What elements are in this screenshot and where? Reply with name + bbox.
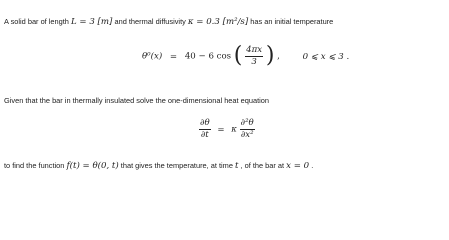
cos-argument-numerator: 4πx — [246, 44, 263, 55]
space-derivative-denominator: ∂x² — [240, 130, 254, 140]
outro-paragraph — [4, 161, 313, 171]
kappa-symbol: κ — [231, 124, 237, 135]
initial-condition-equals: = — [169, 51, 178, 62]
cos-argument-denominator: 3 — [251, 56, 257, 67]
mid-paragraph: Given that the bar in thermally insulated solve the one-dimensional heat equation — [4, 96, 269, 105]
length-expression: L = 3 [m] — [70, 17, 113, 27]
space-derivative-numerator: ∂²θ — [240, 118, 254, 128]
outro-text-prefix: to find the function — [4, 161, 67, 170]
time-variable: t — [235, 161, 239, 171]
intro-paragraph — [4, 17, 333, 27]
domain-expression: 0 ⩽ x ⩽ 3 . — [302, 51, 350, 62]
heat-equation-equals: = — [217, 124, 225, 135]
time-derivative-numerator: ∂θ — [200, 118, 210, 128]
initial-condition-comma: , — [277, 51, 280, 62]
space-derivative-fraction — [240, 118, 255, 141]
paren-close: ) — [265, 43, 275, 68]
intro-text-prefix: A solid bar of length — [4, 17, 71, 26]
time-derivative-denominator: ∂t — [200, 130, 209, 140]
initial-condition-rhs: 40 − 6 cos — [184, 51, 232, 62]
outro-text-middle: that gives the temperature, at time — [120, 161, 235, 170]
intro-text-suffix: has an initial temperature — [250, 17, 334, 26]
initial-condition-equation — [142, 44, 349, 68]
diffusivity-expression: κ = 0.3 [m²/s] — [187, 17, 249, 27]
time-derivative-fraction — [199, 118, 211, 141]
intro-text-middle: and thermal diffusivity — [114, 17, 188, 26]
function-expression: f(t) = θ(0, t) — [66, 161, 119, 171]
outro-text-suffix: . — [311, 161, 314, 170]
initial-condition-lhs: θ⁰(x) — [142, 51, 163, 62]
outro-text-middle2: , of the bar at — [240, 161, 287, 170]
cos-argument-fraction — [245, 45, 263, 68]
position-expression: x = 0 — [286, 161, 310, 171]
heat-equation — [199, 118, 255, 141]
paren-open: ( — [233, 43, 243, 68]
